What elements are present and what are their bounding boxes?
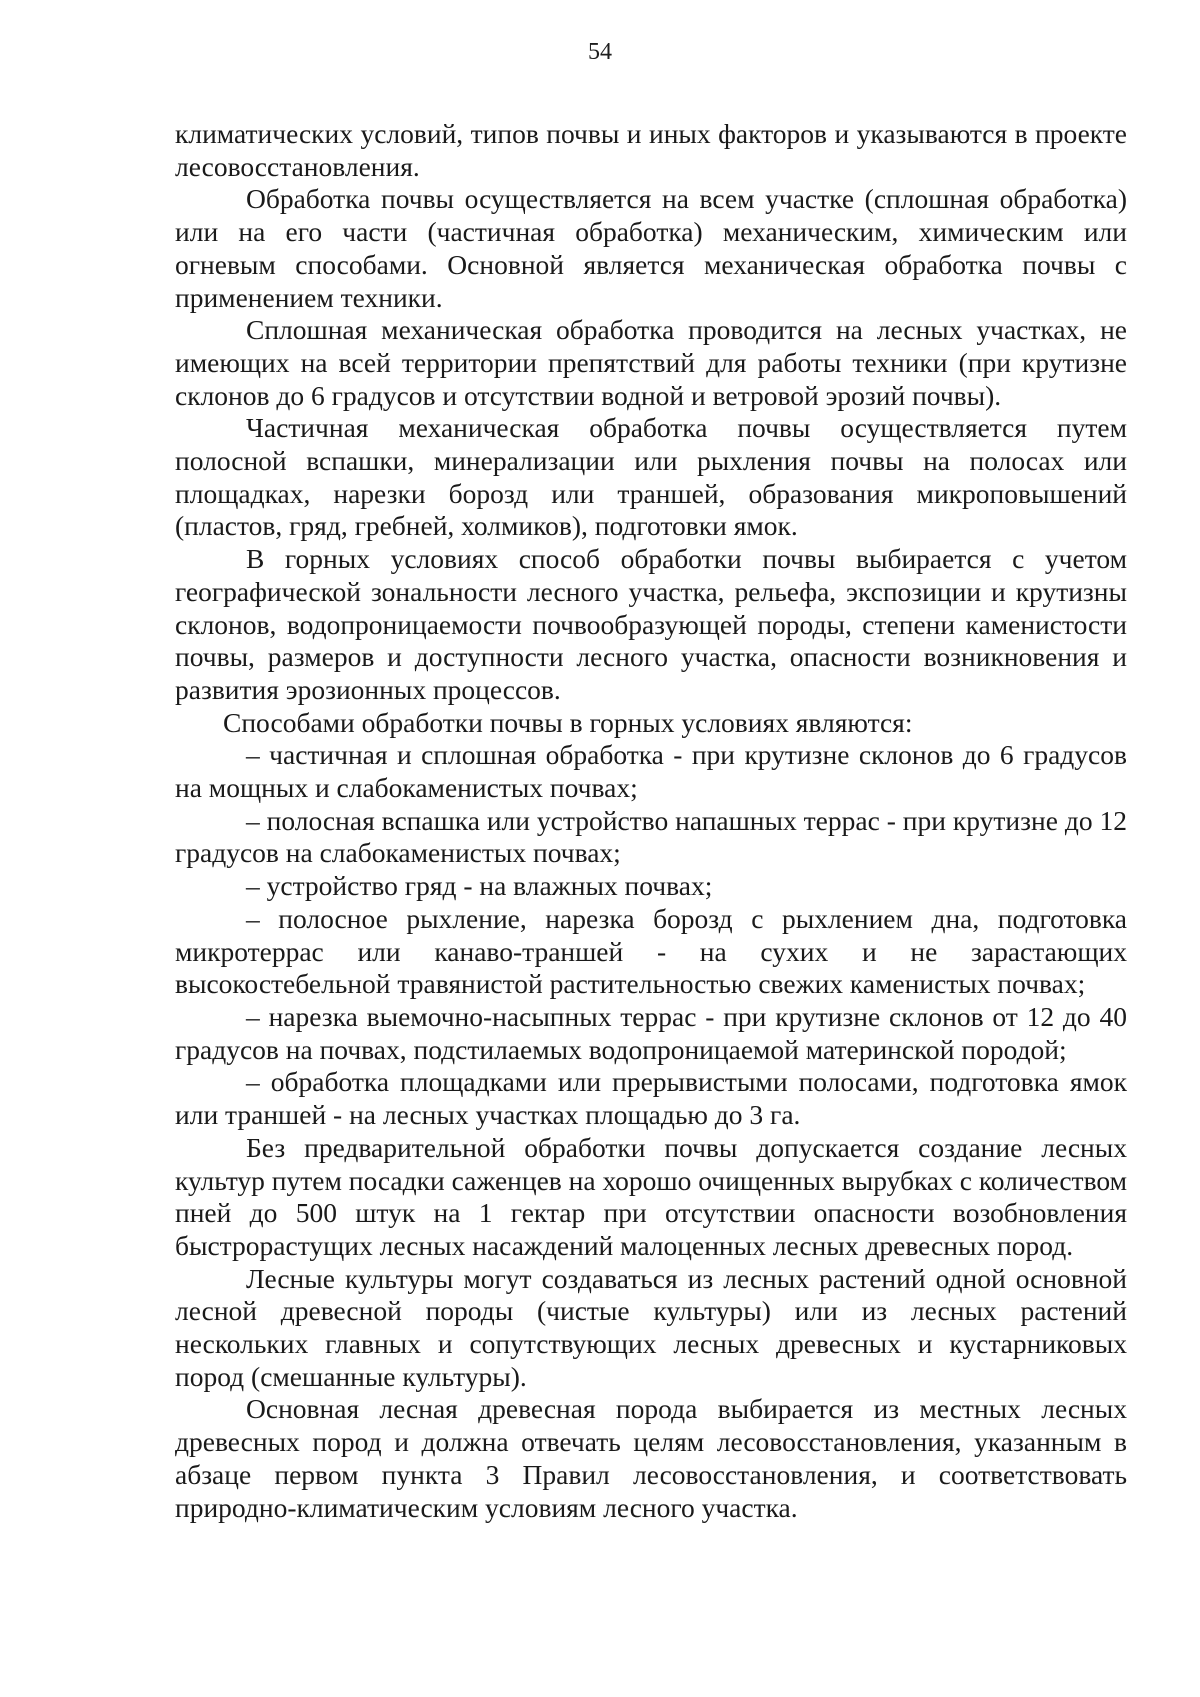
body-text xyxy=(175,118,1127,1524)
paragraph-continuous-treatment: Сплошная механическая обработка проводится на лесных участках, не имеющих на всей территории препятствий для работы техники (при крутизне склонов до 6 градусов и отсутствии водной и ветровой эрозий почвы). xyxy=(175,314,1127,411)
paragraph-no-pretreatment: Без предварительной обработки почвы допускается создание лесных культур путем посадки саженцев на хорошо очищенных вырубках с количеством пней до 500 штук на 1 гектар при отсутствии опасности возобновления быстрорастущих лесных насаждений малоценных лесных древесных пород. xyxy=(175,1131,1127,1261)
list-item: – полосное рыхление, нарезка борозд с рыхлением дна, подготовка микротеррас или канаво-траншей - на сухих и не зарастающих высокостебельной травянистой растительностью свежих каменистых почвах; xyxy=(175,902,1127,1000)
paragraph-main-species: Основная лесная древесная порода выбирается из местных лесных древесных пород и должна отвечать целям лесовосстановления, указанным в абзаце первом пункта 3 Правил лесовосстановления, и соответствовать природно-климатическим условиям лесного участка. xyxy=(175,1393,1127,1523)
paragraph-mountain-conditions: В горных условиях способ обработки почвы выбирается с учетом географической зональности лесного участка, рельефа, экспозиции и крутизны склонов, водопроницаемости почвообразующей породы, степени каменистости почвы, размеров и доступности лесного участка, опасности возникновения и развития эрозионных процессов. xyxy=(175,543,1127,705)
list-item: – обработка площадками или прерывистыми полосами, подготовка ямок или траншей - на лесных участках площадью до 3 га. xyxy=(175,1066,1127,1131)
list-item: – частичная и сплошная обработка - при крутизне склонов до 6 градусов на мощных и слабокаменистых почвах; xyxy=(175,739,1127,804)
paragraph-methods-intro: Способами обработки почвы в горных условиях являются: xyxy=(223,706,913,738)
list-item: – нарезка выемочно-насыпных террас - при крутизне склонов от 12 до 40 градусов на почвах, подстилаемых водопроницаемой материнской породой; xyxy=(175,1000,1127,1065)
paragraph-continuation: климатических условий, типов почвы и иных факторов и указываются в проекте лесовосстановления. xyxy=(175,118,1127,182)
list-item: – устройство гряд - на влажных почвах; xyxy=(246,870,713,902)
list-item: – полосная вспашка или устройство напашных террас - при крутизне до 12 градусов на слабокаменистых почвах; xyxy=(175,804,1127,869)
paragraph-soil-treatment: Обработка почвы осуществляется на всем участке (сплошная обработка) или на его части (частичная обработка) механическим, химическим или огневым способами. Основной является механическая обработка почвы с применением техники. xyxy=(175,183,1127,313)
paragraph-forest-cultures: Лесные культуры могут создаваться из лесных растений одной основной лесной древесной породы (чистые культуры) или из лесных растений нескольких главных и сопутствующих лесных древесных и кустарниковых пород (смешанные культуры). xyxy=(175,1262,1127,1392)
paragraph-partial-treatment: Частичная механическая обработка почвы осуществляется путем полосной вспашки, минерализации или рыхления почвы на полосах или площадках, нарезки борозд или траншей, образования микроповышений (пластов, гряд, гребней, холмиков), подготовки ямок. xyxy=(175,412,1127,542)
page-number: 54 xyxy=(588,39,612,65)
